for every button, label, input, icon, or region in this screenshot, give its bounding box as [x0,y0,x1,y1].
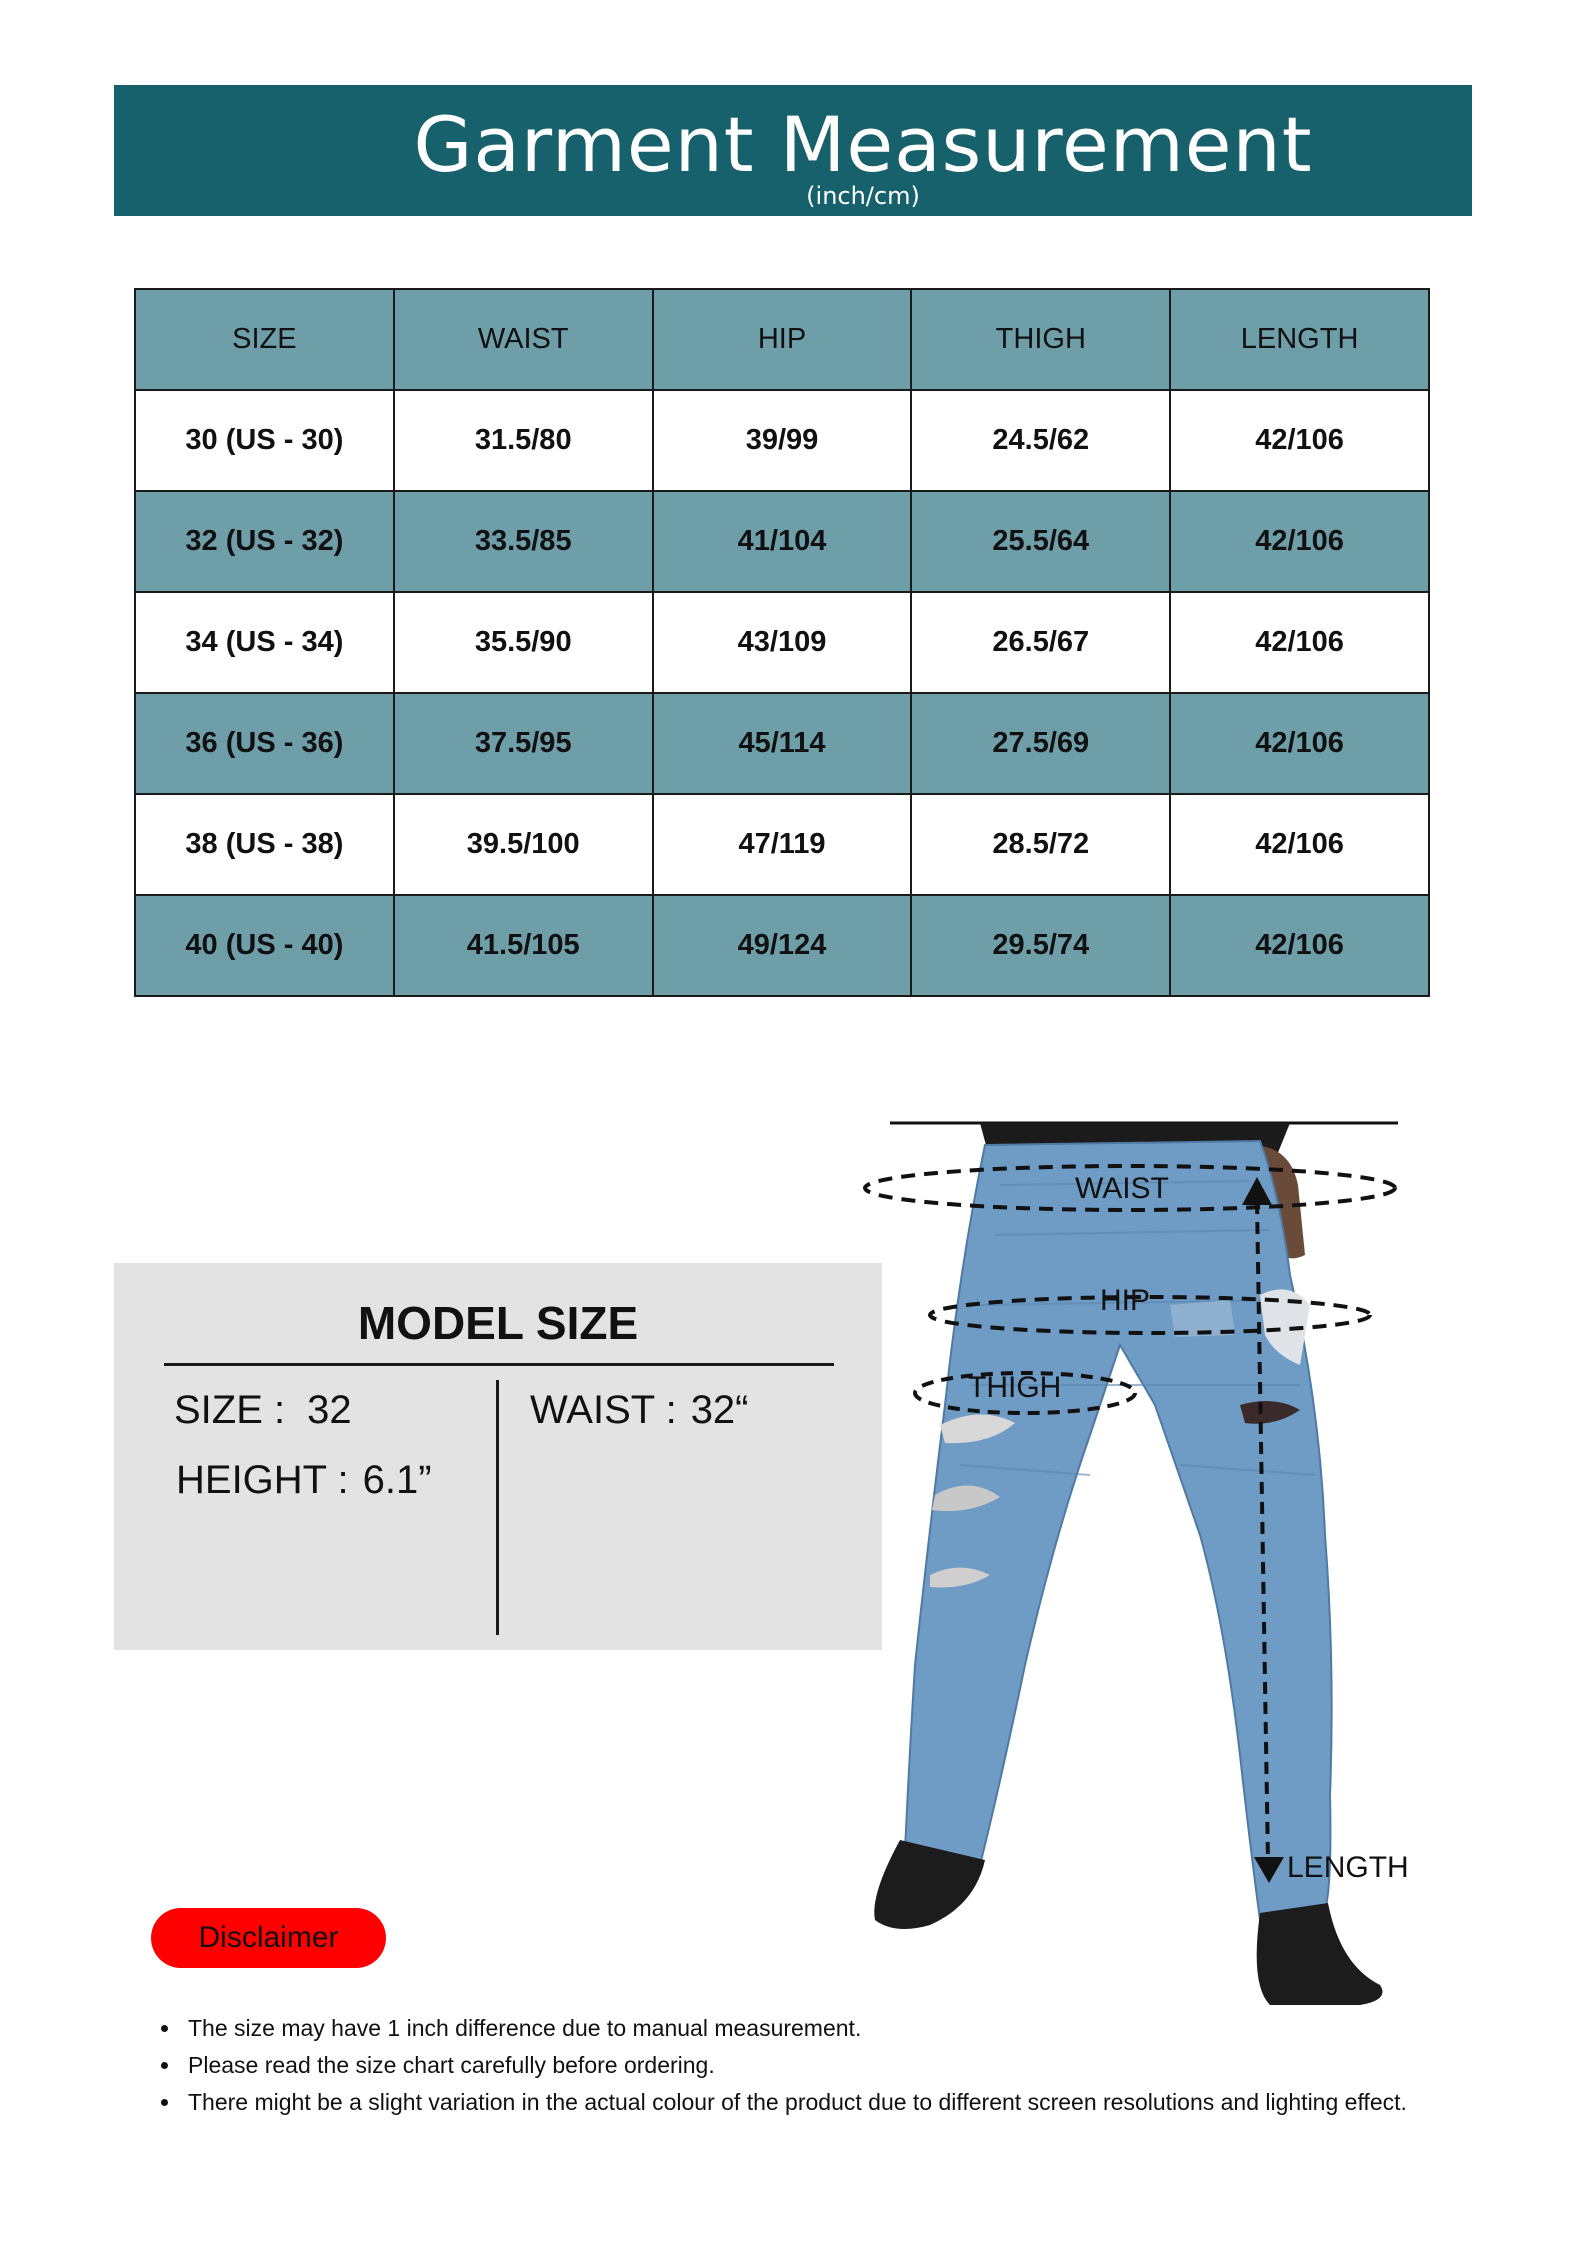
table-cell: 41/104 [653,491,912,592]
table-cell: 37.5/95 [394,693,653,794]
table-cell: 35.5/90 [394,592,653,693]
table-header-row [135,289,1429,390]
table-row [135,390,1429,491]
table-cell: 42/106 [1170,491,1429,592]
model-waist-line [530,1385,749,1435]
model-size-title: MODEL SIZE [357,1297,639,1349]
table-cell: 34 (US - 34) [135,592,394,693]
divider [164,1363,834,1366]
table-cell: 36 (US - 36) [135,693,394,794]
table-row [135,491,1429,592]
table-cell: 42/106 [1170,390,1429,491]
jeans-illustration [820,1105,1440,2025]
column-header-size: SIZE [135,289,394,390]
column-header-waist: WAIST [394,289,653,390]
model-height-value: 6.1” [362,1458,432,1502]
table-cell: 30 (US - 30) [135,390,394,491]
table-cell: 33.5/85 [394,491,653,592]
unit-note: (inch/cm) [806,182,920,210]
model-height-line [176,1455,432,1505]
model-size-label: SIZE : [174,1388,286,1432]
table-cell: 38 (US - 38) [135,794,394,895]
table-cell: 32 (US - 32) [135,491,394,592]
table-cell: 40 (US - 40) [135,895,394,996]
table-cell: 47/119 [653,794,912,895]
table-cell: 41.5/105 [394,895,653,996]
table-cell: 39/99 [653,390,912,491]
table-cell: 27.5/69 [911,693,1170,794]
list-item: • Please read the size chart carefully before ordering. [182,2047,1407,2084]
hip-label: HIP [1100,1284,1151,1317]
model-size-line [174,1385,352,1435]
divider [496,1380,499,1635]
column-header-hip: HIP [653,289,912,390]
thigh-label: THIGH [968,1371,1062,1404]
list-item: • There might be a slight variation in the actual colour of the product due to different screen resolutions and lighting effect. [182,2084,1407,2121]
table-cell: 42/106 [1170,794,1429,895]
table-cell: 28.5/72 [911,794,1170,895]
table-cell: 39.5/100 [394,794,653,895]
model-size-panel [114,1263,882,1650]
table-cell: 24.5/62 [911,390,1170,491]
column-header-thigh: THIGH [911,289,1170,390]
table-row [135,895,1429,996]
table-cell: 31.5/80 [394,390,653,491]
model-size-value: 32 [307,1388,352,1432]
table-row [135,794,1429,895]
waist-label: WAIST [1075,1172,1169,1205]
table-cell: 29.5/74 [911,895,1170,996]
table-cell: 42/106 [1170,592,1429,693]
model-waist-value: 32“ [690,1388,749,1432]
table-cell: 42/106 [1170,895,1429,996]
page-title: Garment Measurement [413,100,1313,189]
table-row [135,592,1429,693]
table-cell: 25.5/64 [911,491,1170,592]
header-banner [114,85,1472,216]
model-height-label: HEIGHT : [176,1458,349,1502]
disclaimer-list [150,2010,1407,2121]
right-shoe [1257,1903,1383,2005]
table-cell: 42/106 [1170,693,1429,794]
length-label: LENGTH [1287,1851,1409,1884]
list-item: • The size may have 1 inch difference due to manual measurement. [182,2010,1407,2047]
table-cell: 45/114 [653,693,912,794]
model-waist-label: WAIST : [530,1388,677,1432]
size-chart-table [134,288,1430,997]
table-cell: 43/109 [653,592,912,693]
disclaimer-badge: Disclaimer [151,1908,386,1968]
table-cell: 49/124 [653,895,912,996]
table-row [135,693,1429,794]
column-header-length: LENGTH [1170,289,1429,390]
jeans-figure-icon [820,1105,1440,2025]
table-cell: 26.5/67 [911,592,1170,693]
